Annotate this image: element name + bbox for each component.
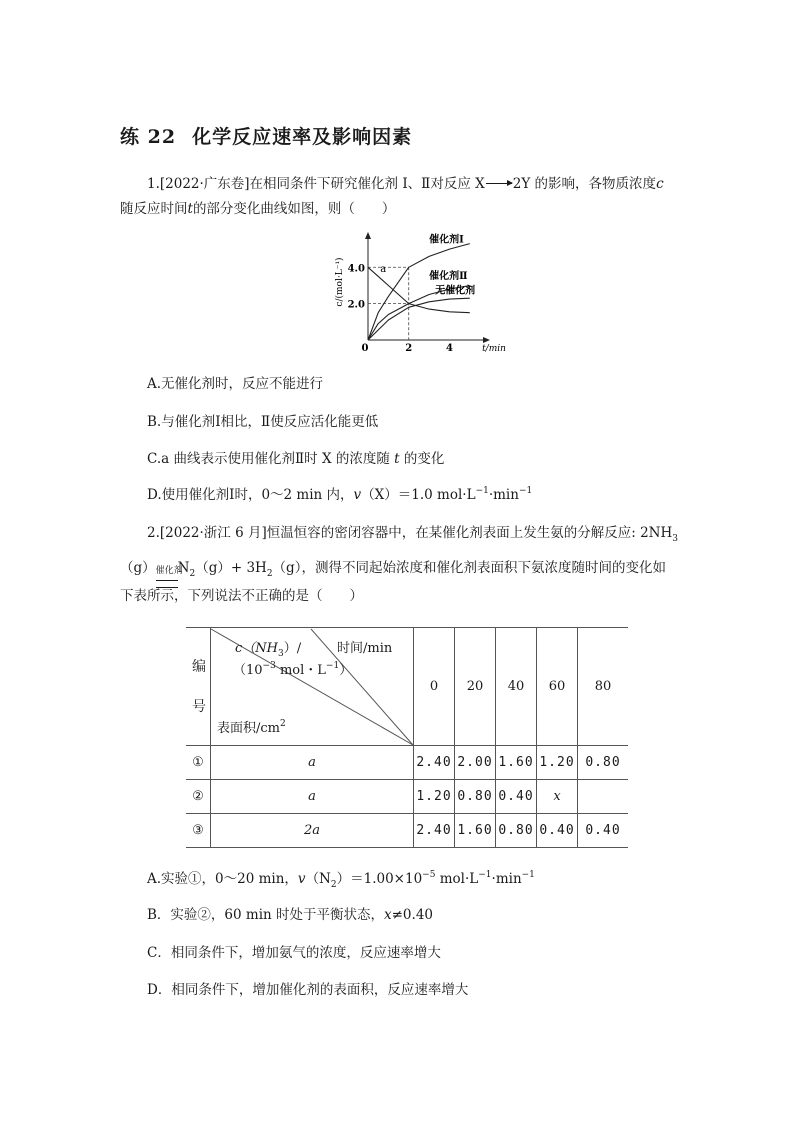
q2-option-a-exp: −5 bbox=[422, 870, 436, 880]
q2-option-a-unit: mol·L bbox=[435, 871, 479, 887]
row-id: ① bbox=[186, 746, 211, 780]
q1-option-d-exp2: −1 bbox=[518, 486, 533, 496]
ammonia-data-table bbox=[186, 627, 628, 848]
series-label: 催化剂Ⅰ bbox=[429, 234, 464, 246]
series-label: 催化剂Ⅱ bbox=[429, 271, 468, 283]
q1-option-b[interactable]: B.与催化剂Ⅰ相比，Ⅱ使反应活化能更低 bbox=[147, 414, 379, 430]
q2-option-a-unit2: ·min bbox=[491, 871, 522, 887]
q2-option-b[interactable] bbox=[147, 905, 433, 925]
q2-option-d[interactable]: D．相同条件下，增加催化剂的表面积，反应速率增大 bbox=[147, 982, 469, 998]
row-area: a bbox=[211, 746, 414, 780]
q2-option-a-exp1: −1 bbox=[478, 870, 492, 880]
y-tick-label: 4.0 bbox=[347, 263, 365, 275]
q1-stem-line1 bbox=[147, 174, 664, 194]
table-row bbox=[186, 814, 628, 848]
table-cell: 0.40 bbox=[537, 814, 578, 848]
q2-stem-line1 bbox=[147, 523, 678, 545]
page-title bbox=[120, 122, 412, 149]
table-header-time-0: 0 bbox=[414, 628, 455, 746]
y-tick-label: 2.0 bbox=[347, 299, 365, 311]
q2-option-c[interactable]: C．相同条件下，增加氨气的浓度，反应速率增大 bbox=[147, 945, 441, 961]
row-area: a bbox=[211, 780, 414, 814]
table-cell: 2.00 bbox=[455, 746, 496, 780]
q2-stem-text: 2.[2022·浙江 6 月]恒温恒容的密闭容器中，在某催化剂表面上发生氨的分解反应: 2NH bbox=[147, 525, 673, 541]
q1-option-c-text-2: 的变化 bbox=[403, 451, 445, 467]
table-header-diagonal bbox=[211, 628, 414, 746]
q1-stem-text-2: 2Y 的影响，各物质浓度 bbox=[512, 176, 657, 192]
q2-option-a-text-2: （N bbox=[305, 871, 331, 887]
table-cell: 2.40 bbox=[414, 814, 455, 848]
table-header-time-40: 40 bbox=[496, 628, 537, 746]
table-cell bbox=[578, 780, 629, 814]
q2-stem-sub-2: 2 bbox=[189, 569, 196, 579]
reaction-arrow-icon bbox=[486, 183, 512, 184]
row-id: ② bbox=[186, 780, 211, 814]
q2-stem-line3: 下表所示，下列说法不正确的是（ ） bbox=[120, 588, 363, 604]
q1-option-a[interactable]: A.无催化剂时，反应不能进行 bbox=[147, 376, 324, 392]
q2-stem-text-5: （g），测得不同起始浓度和催化剂表面积下氨浓度随时间的变化如 bbox=[272, 560, 666, 576]
q1-option-d-exp1: −1 bbox=[475, 486, 489, 496]
q2-option-a-sub: 2 bbox=[330, 880, 337, 890]
table-cell: x bbox=[537, 780, 578, 814]
q1-option-d-var: v bbox=[353, 487, 362, 503]
y-axis-arrow bbox=[365, 232, 371, 239]
x-tick-label: 4 bbox=[445, 343, 453, 354]
header-unit-label: （$10^{-3}$ mol・$L^{-1}$） bbox=[233, 660, 353, 678]
table-cell: 0.80 bbox=[496, 814, 537, 848]
exercise-number: 练 22 bbox=[120, 126, 177, 148]
curve-a-label: a bbox=[380, 263, 387, 275]
table-cell: 1.60 bbox=[455, 814, 496, 848]
q1-option-d-unit: ·min bbox=[488, 487, 519, 503]
y-axis-label: c/(mol·L⁻¹) bbox=[335, 257, 345, 307]
q2-option-b-text-2: ≠0.40 bbox=[391, 907, 433, 923]
exercise-title: 化学反应速率及影响因素 bbox=[192, 126, 413, 148]
header-area-label: 表面积$/cm^2$ bbox=[217, 718, 286, 736]
q1-var-t: t bbox=[187, 201, 193, 217]
q2-option-a-exp2: −1 bbox=[521, 870, 535, 880]
table-header-time-20: 20 bbox=[455, 628, 496, 746]
x-axis-arrow bbox=[483, 337, 490, 343]
x-axis-label: t/min bbox=[482, 344, 506, 354]
q2-option-a-text: A.实验①，0～20 min， bbox=[147, 871, 298, 887]
q2-stem-text-2: （g） bbox=[120, 560, 156, 576]
header-conc-label: $c(NH_3)/$ bbox=[235, 640, 302, 659]
series-label: 无催化剂 bbox=[435, 285, 476, 297]
table-cell: 0.40 bbox=[578, 814, 629, 848]
table-row bbox=[186, 746, 628, 780]
table-cell: 0.80 bbox=[578, 746, 629, 780]
q2-stem-line2 bbox=[120, 558, 666, 580]
q2-option-b-text: B．实验②，60 min 时处于平衡状态， bbox=[147, 907, 384, 923]
q1-stem-text-3: 随反应时间 bbox=[120, 201, 188, 217]
header-time-label: 时间/min bbox=[337, 640, 393, 656]
catalyst-label: 催化剂 bbox=[155, 566, 183, 576]
table-cell: 0.80 bbox=[455, 780, 496, 814]
table-cell: 0.40 bbox=[496, 780, 537, 814]
q1-option-d[interactable] bbox=[147, 485, 532, 507]
q2-option-a-val: ）＝1.00×10 bbox=[336, 871, 423, 887]
row-id: ③ bbox=[186, 814, 211, 848]
q2-option-a[interactable] bbox=[147, 869, 535, 891]
table-header-id: 编号 bbox=[186, 628, 211, 746]
table-header-time-60: 60 bbox=[537, 628, 578, 746]
q1-option-d-text-2: （X）＝1.0 mol·L bbox=[361, 487, 476, 503]
origin-label: 0 bbox=[361, 343, 369, 354]
q1-var-c: c bbox=[656, 176, 664, 192]
concentration-time-chart bbox=[330, 232, 506, 358]
q2-stem-sub-3: 2 bbox=[266, 569, 273, 579]
table-cell: 1.60 bbox=[496, 746, 537, 780]
q1-stem-text-4: 的部分变化曲线如图，则（ ） bbox=[192, 201, 396, 217]
table-row bbox=[186, 780, 628, 814]
table-header-time-80: 80 bbox=[578, 628, 629, 746]
q2-option-a-var: v bbox=[297, 871, 306, 887]
x-tick-label: 2 bbox=[405, 343, 413, 354]
table-header-row bbox=[186, 628, 628, 746]
q1-option-d-text: D.使用催化剂Ⅰ时，0～2 min 内， bbox=[147, 487, 354, 503]
table-cell: 1.20 bbox=[537, 746, 578, 780]
row-area: 2a bbox=[211, 814, 414, 848]
q2-option-b-var: x bbox=[384, 907, 392, 923]
q1-option-c[interactable] bbox=[147, 449, 444, 469]
q1-stem-text: 1.[2022·广东卷]在相同条件下研究催化剂 Ⅰ、Ⅱ对反应 X bbox=[147, 176, 485, 192]
q2-stem-sub: 3 bbox=[672, 534, 678, 544]
table-cell: 2.40 bbox=[414, 746, 455, 780]
q1-option-c-var: t bbox=[394, 451, 400, 467]
q2-stem-text-3: N bbox=[177, 560, 190, 576]
q1-option-c-text: C.a 曲线表示使用催化剂Ⅱ时 X 的浓度随 bbox=[147, 451, 390, 467]
table-cell: 1.20 bbox=[414, 780, 455, 814]
q1-stem-line2 bbox=[120, 199, 395, 219]
q2-stem-text-4: （g）+ 3H bbox=[195, 560, 267, 576]
